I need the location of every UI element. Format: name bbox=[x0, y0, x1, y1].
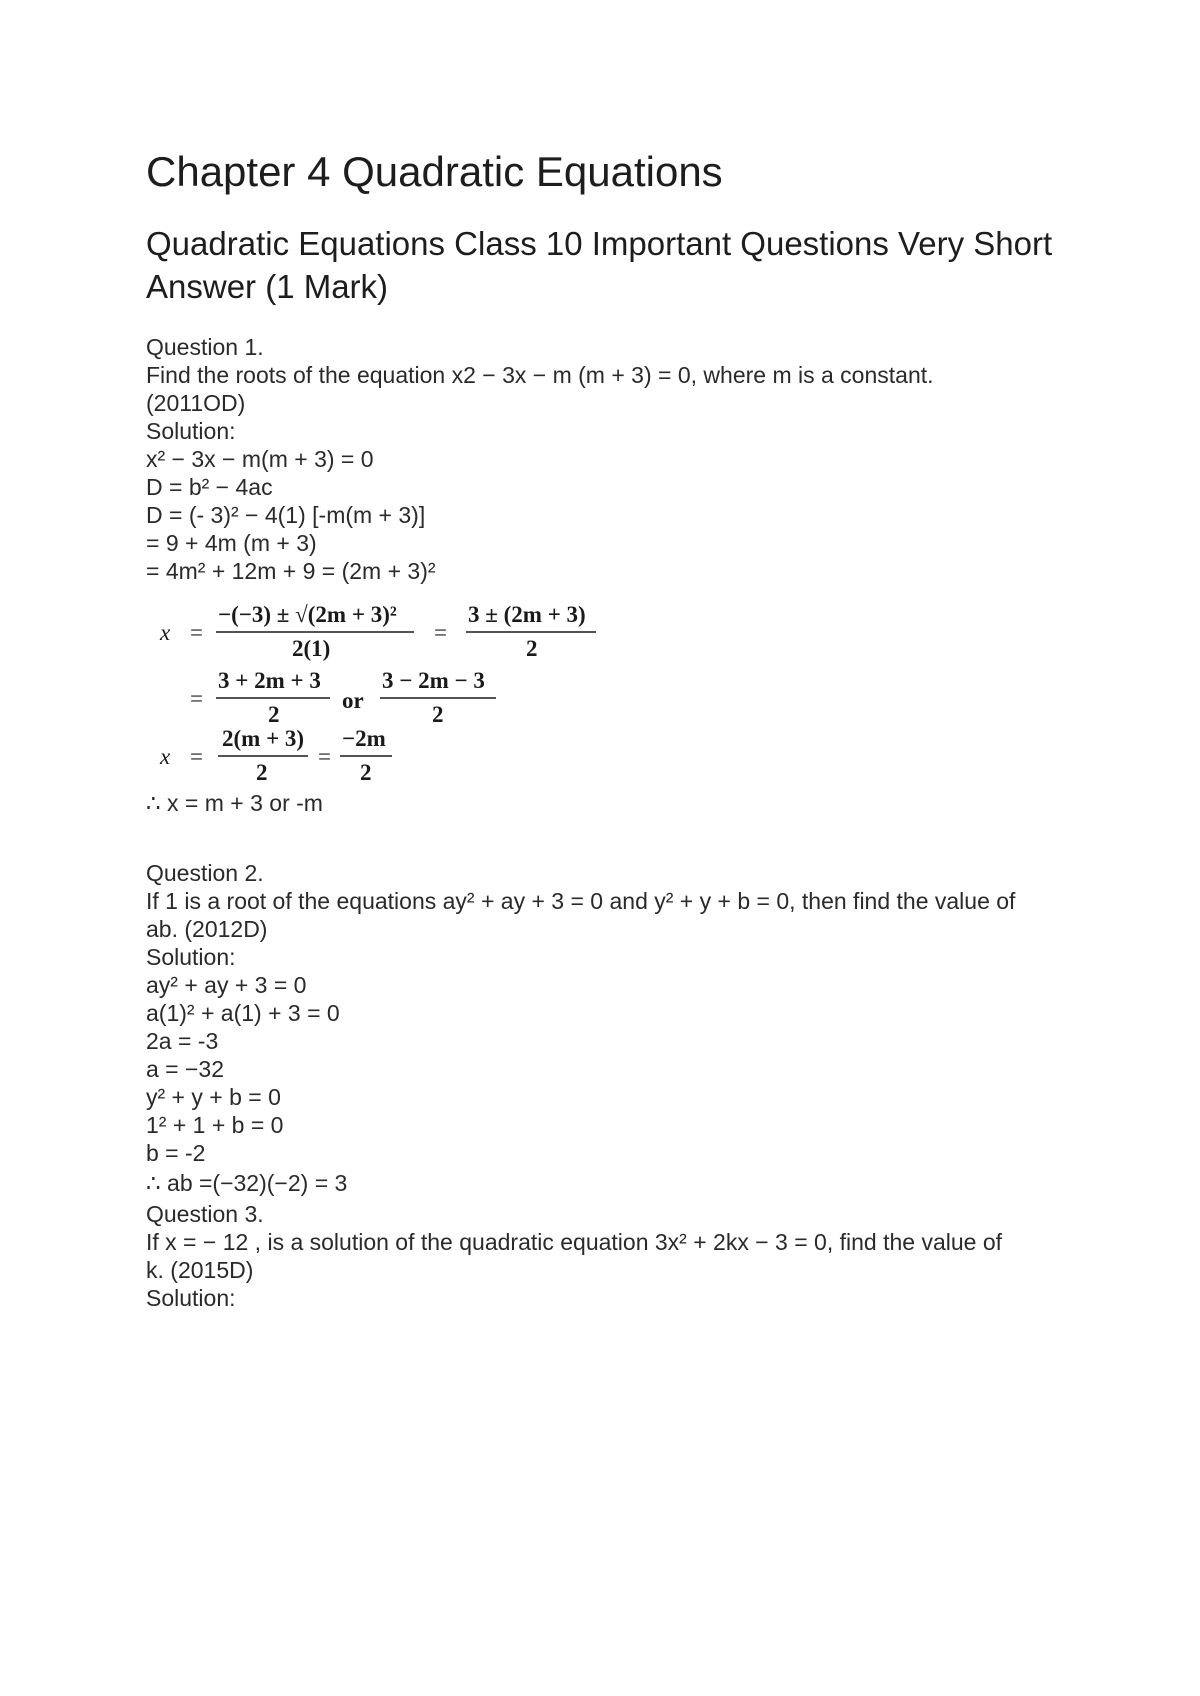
section-subtitle: Quadratic Equations Class 10 Important Questions Very Short Answer (1 Mark) bbox=[146, 225, 1053, 305]
question-1-solution-label: Solution: bbox=[146, 418, 236, 444]
math-x-var: x bbox=[160, 744, 171, 769]
question-2-heading: Question 2. bbox=[146, 860, 264, 886]
question-3-heading: Question 3. bbox=[146, 1201, 264, 1227]
math-denominator: 2 bbox=[268, 702, 280, 727]
solution-step: D = b² − 4ac bbox=[146, 474, 273, 500]
solution-step: ∴ ab =(−32)(−2) = 3 bbox=[146, 1170, 348, 1196]
quadratic-formula-image bbox=[146, 596, 606, 792]
chapter-title: Chapter 4 Quadratic Equations bbox=[146, 148, 723, 195]
solution-step: y² + y + b = 0 bbox=[146, 1084, 281, 1110]
math-numerator: 3 − 2m − 3 bbox=[382, 668, 485, 693]
solution-step: 2a = -3 bbox=[146, 1028, 219, 1054]
solution-step: a = −32 bbox=[146, 1056, 225, 1082]
solution-step: x² − 3x − m(m + 3) = 0 bbox=[146, 446, 374, 472]
solution-step: ay² + ay + 3 = 0 bbox=[146, 972, 307, 998]
question-2-solution-label: Solution: bbox=[146, 944, 236, 970]
question-3-solution-label: Solution: bbox=[146, 1285, 236, 1311]
math-denominator: 2(1) bbox=[292, 636, 331, 661]
math-equals: = bbox=[190, 686, 203, 711]
math-equals: = bbox=[190, 744, 203, 769]
math-numerator: 3 + 2m + 3 bbox=[218, 668, 321, 693]
math-numerator: −(−3) ± √(2m + 3)² bbox=[218, 602, 397, 627]
solution-step: D = (- 3)² − 4(1) [-m(m + 3)] bbox=[146, 502, 426, 528]
question-3-text: If x = − 12 , is a solution of the quadratic equation 3x² + 2kx − 3 = 0, find the value of bbox=[146, 1229, 1003, 1255]
question-2-text-cont: ab. (2012D) bbox=[146, 916, 268, 942]
math-numerator: 2(m + 3) bbox=[222, 726, 305, 751]
question-1-year: (2011OD) bbox=[146, 390, 246, 416]
math-equals: = bbox=[318, 744, 331, 769]
math-denominator: 2 bbox=[526, 636, 538, 661]
math-equals: = bbox=[434, 620, 447, 645]
solution-step: b = -2 bbox=[146, 1140, 206, 1166]
math-equals: = bbox=[190, 620, 203, 645]
math-denominator: 2 bbox=[432, 702, 444, 727]
question-2-text: If 1 is a root of the equations ay² + ay + 3 = 0 and y² + y + b = 0, then find the value of bbox=[146, 888, 1016, 914]
solution-step: = 9 + 4m (m + 3) bbox=[146, 530, 317, 556]
solution-step: a(1)² + a(1) + 3 = 0 bbox=[146, 1000, 340, 1026]
question-1-heading: Question 1. bbox=[146, 334, 264, 360]
question-1-text: Find the roots of the equation x2 − 3x − m (m + 3) = 0, where m is a constant. bbox=[146, 362, 934, 388]
math-denominator: 2 bbox=[360, 760, 372, 785]
math-numerator: 3 ± (2m + 3) bbox=[468, 602, 586, 627]
question-3-text-cont: k. (2015D) bbox=[146, 1257, 254, 1283]
solution-step: 1² + 1 + b = 0 bbox=[146, 1112, 284, 1138]
math-x-var: x bbox=[160, 620, 171, 645]
math-denominator: 2 bbox=[256, 760, 268, 785]
question-1-conclusion: ∴ x = m + 3 or -m bbox=[146, 790, 323, 816]
math-numerator: −2m bbox=[342, 726, 386, 751]
math-or: or bbox=[342, 688, 364, 713]
solution-step: = 4m² + 12m + 9 = (2m + 3)² bbox=[146, 558, 436, 584]
